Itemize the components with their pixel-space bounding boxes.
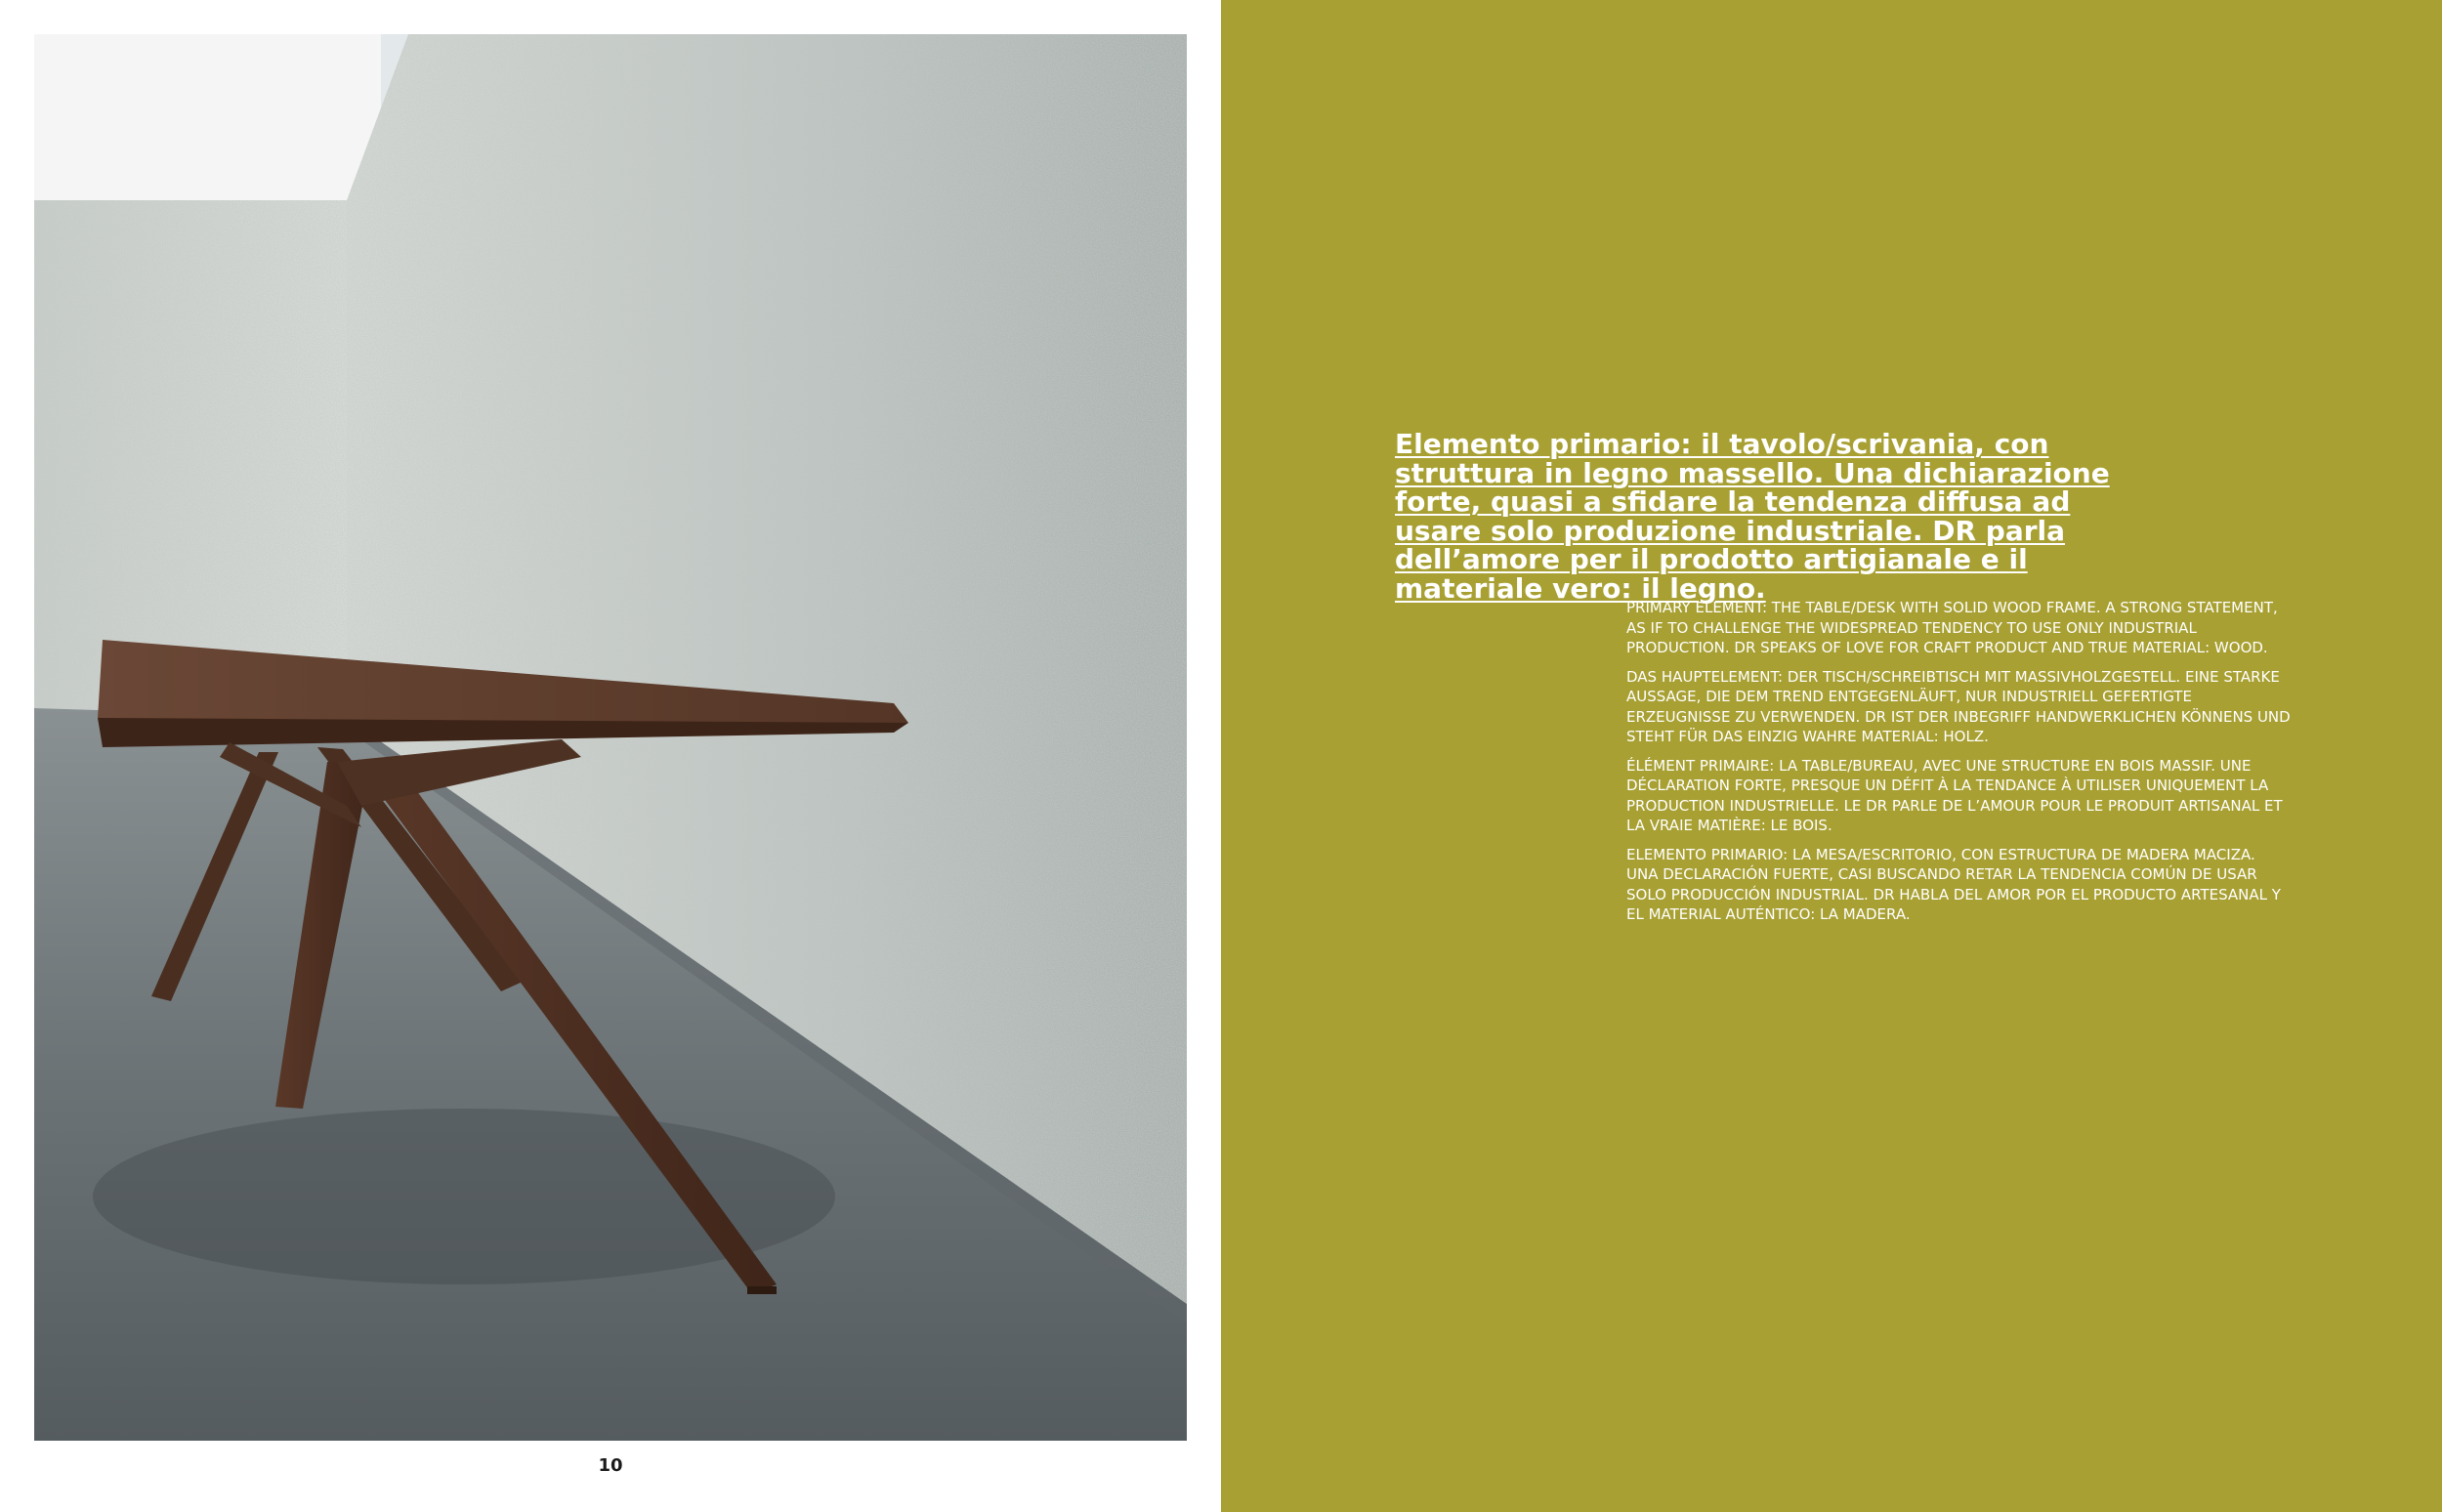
translations-block (1626, 598, 2291, 934)
paragraph-french: ÉLÉMENT PRIMAIRE: LA TABLE/BUREAU, AVEC UNE STRUCTURE EN BOIS MASSIF. UNE DÉCLARATION FORTE, PRESQUE UN DÉFIT À LA TENDANCE À UTILISER UNIQUEMENT LA PRODUCTION INDUSTRIELLE. LE DR PARLE DE L’AMOUR POUR LE PRODUIT ARTISANAL ET LA VRAIE MATIÈRE: LE BOIS. (1626, 756, 2283, 834)
headline-italian: Elemento primario: il tavolo/scrivania, con struttura in legno massello. Una dichiarazione forte, quasi a sfidare la tendenza diffusa ad usare solo produzione industriale. DR parla dell’amore per il prodotto artigianale e il materiale vero: il legno. (1395, 428, 2110, 605)
paragraph-german: DAS HAUPTELEMENT: DER TISCH/SCHREIBTISCH MIT MASSIVHOLZGESTELL. EINE STARKE AUSSAGE, DIE DEM TREND ENTGEGENLÄUFT, NUR INDUSTRIELL GEFERTIGTE ERZEUGNISSE ZU VERWENDEN. DR IST DER INBEGRIFF HANDWERKLICHEN KÖNNENS UND STEHT FÜR DAS EINZIG WAHRE MATERIAL: HOLZ. (1626, 667, 2291, 745)
paragraph-spanish: ELEMENTO PRIMARIO: LA MESA/ESCRITORIO, CON ESTRUCTURA DE MADERA MACIZA. UNA DECLARACIÓN FUERTE, CASI BUSCANDO RETAR LA TENDENCIA COMÚN DE USAR SOLO PRODUCCIÓN INDUSTRIAL. DR HABLA DEL AMOR POR EL PRODUCTO ARTESANAL Y EL MATERIAL AUTÉNTICO: LA MADERA. (1626, 845, 2281, 923)
page-number: 10 (598, 1455, 623, 1476)
table-photo (34, 34, 1187, 1441)
right-page (1221, 0, 2442, 1512)
paragraph-english: PRIMARY ELEMENT: THE TABLE/DESK WITH SOLID WOOD FRAME. A STRONG STATEMENT, AS IF TO CHALLENGE THE WIDESPREAD TENDENCY TO USE ONLY INDUSTRIAL PRODUCTION. DR SPEAKS OF LOVE FOR CRAFT PRODUCT AND TRUE MATERIAL: WOOD. (1626, 599, 2278, 656)
